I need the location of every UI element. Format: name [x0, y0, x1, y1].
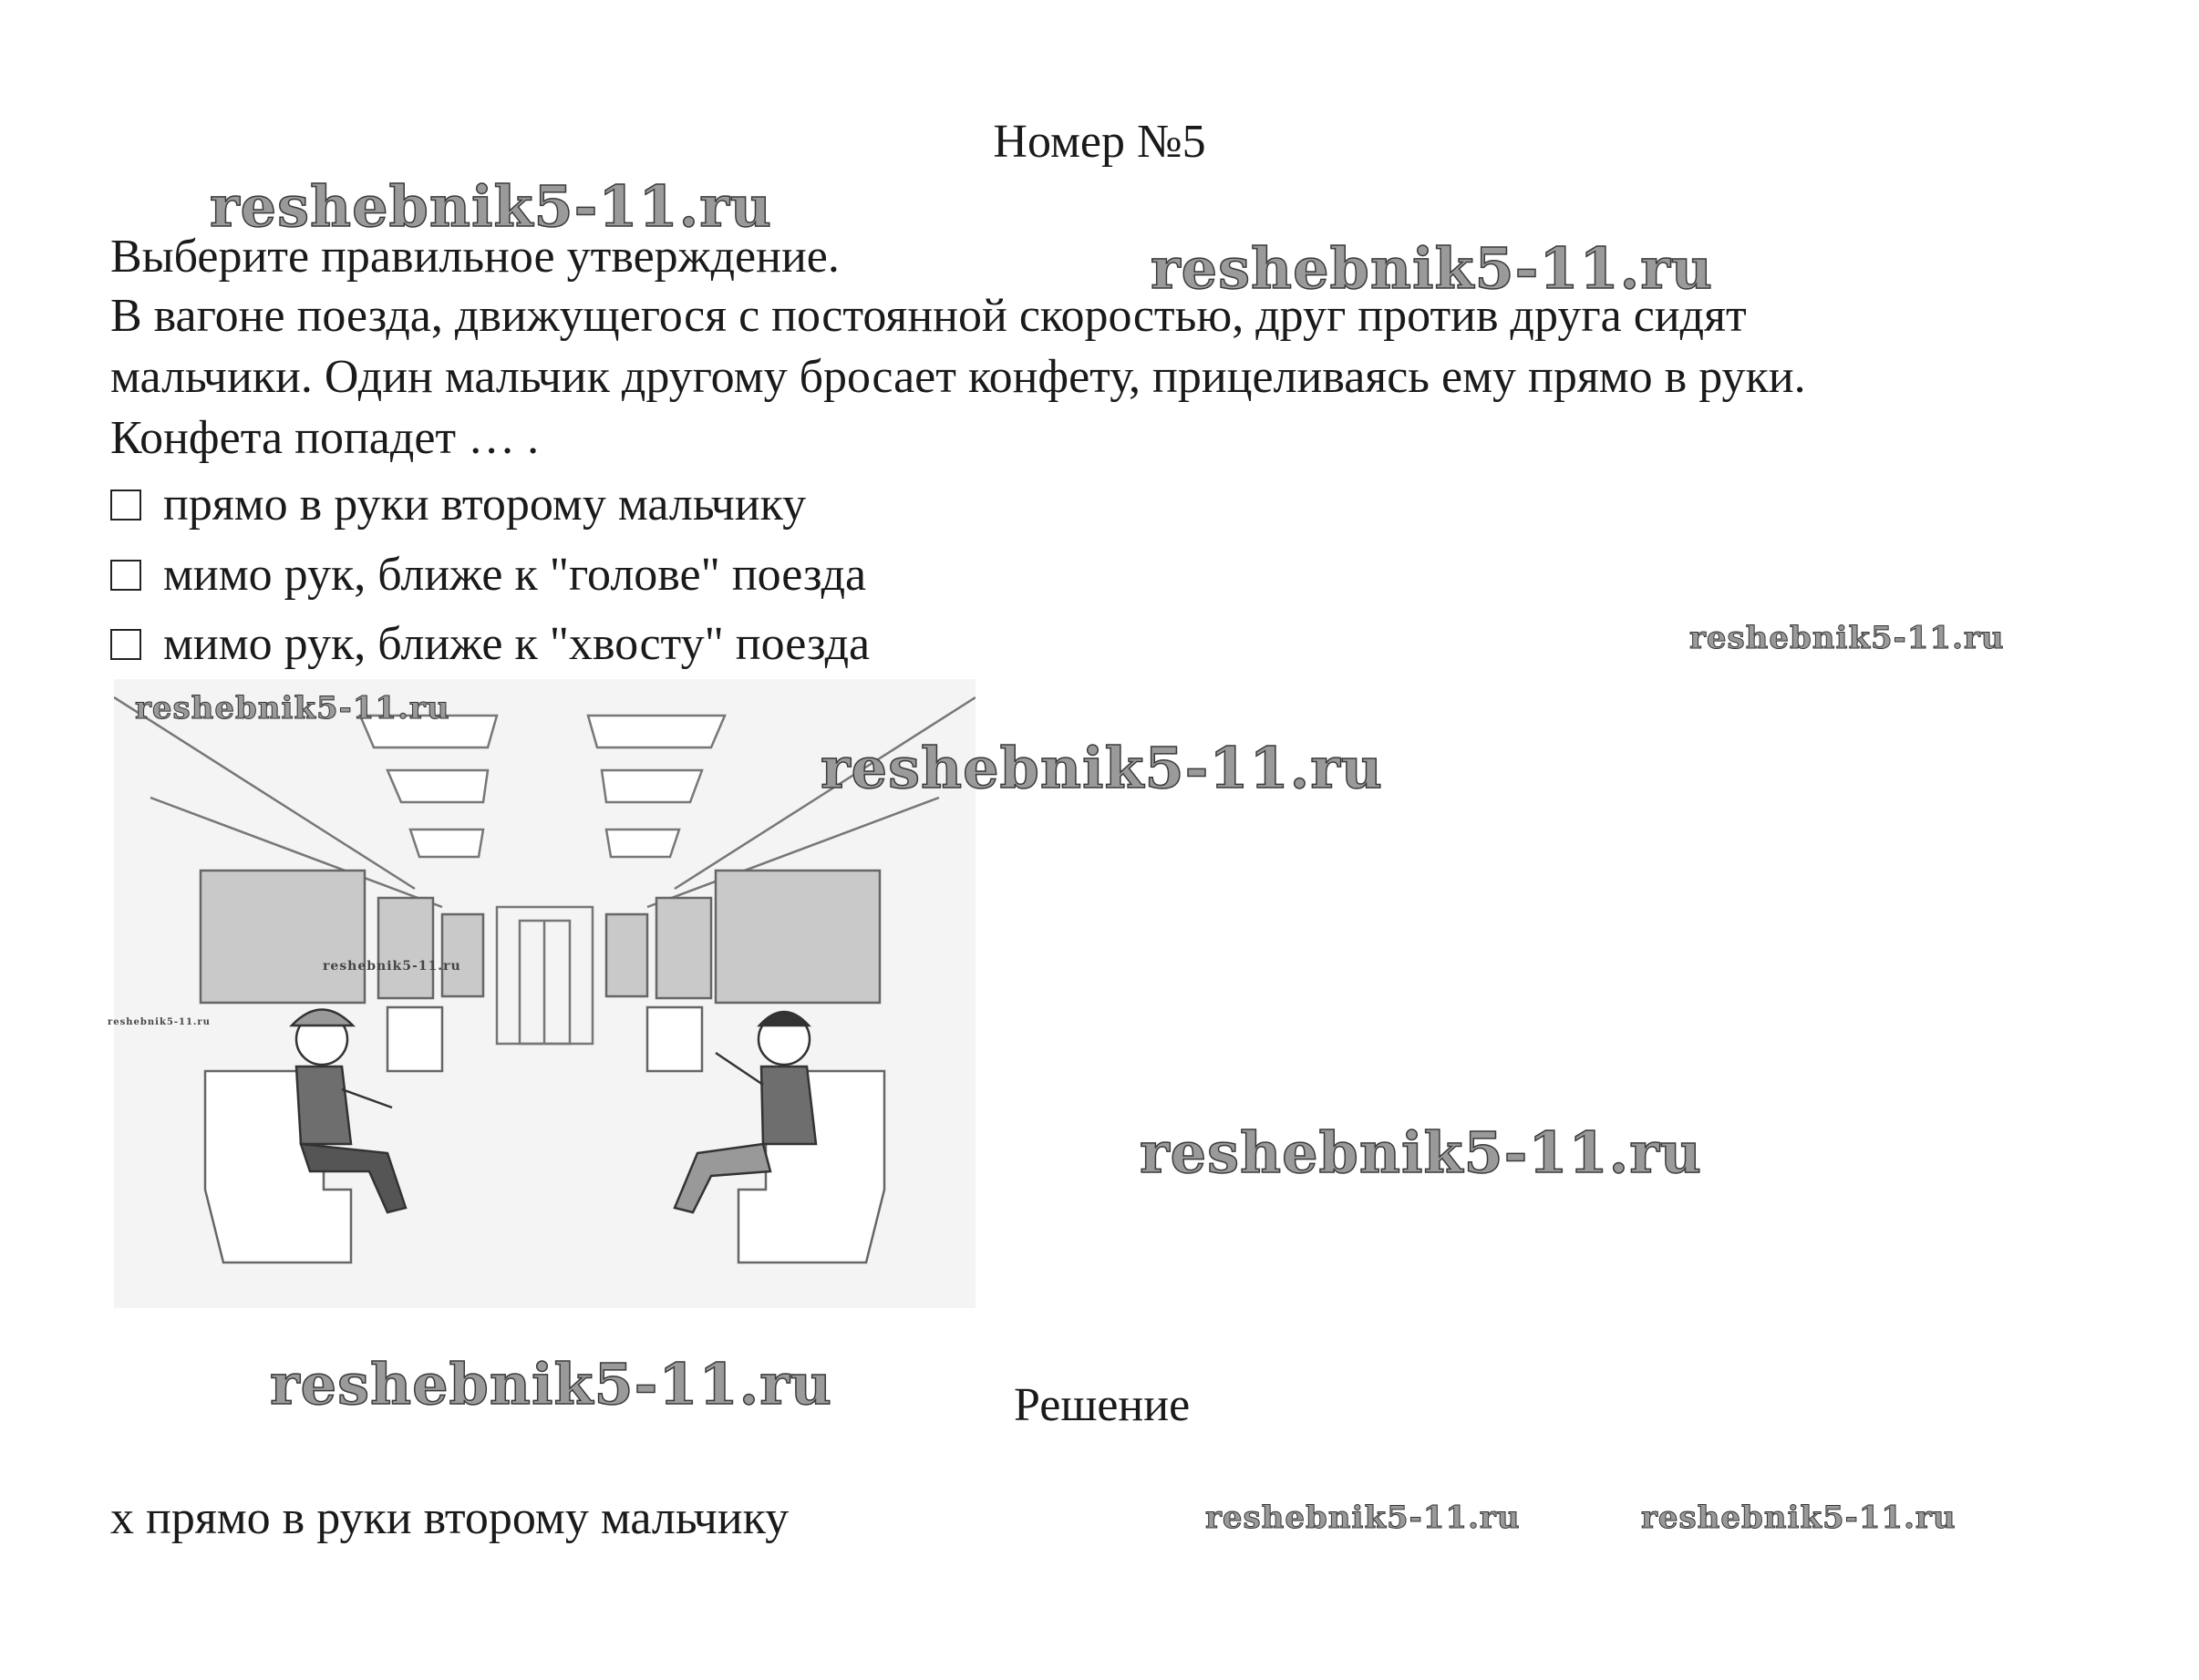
question-line-3: Конфета попадет … . [110, 412, 540, 464]
solution-heading: Решение [1014, 1379, 1191, 1431]
watermark: reshebnik5-11.ru [323, 959, 461, 974]
checkbox-option-2[interactable] [110, 560, 141, 591]
watermark: reshebnik5-11.ru [1205, 1500, 1521, 1536]
watermark: reshebnik5-11.ru [108, 1017, 211, 1027]
option-1-label: прямо в руки второму мальчику [163, 479, 807, 531]
option-2[interactable] [110, 544, 866, 606]
question-line-1: В вагоне поезда, движущегося с постоянной скоростью, друг против друга сидят [110, 290, 1747, 342]
watermark: reshebnik5-11.ru [821, 735, 1383, 801]
watermark: reshebnik5-11.ru [1641, 1500, 1956, 1536]
watermark: reshebnik5-11.ru [270, 1351, 832, 1417]
watermark: reshebnik5-11.ru [1140, 1119, 1702, 1186]
watermark: reshebnik5-11.ru [1689, 620, 2005, 656]
page-title: Номер №5 [993, 116, 1206, 168]
option-1[interactable] [110, 474, 806, 536]
option-3[interactable] [110, 613, 870, 675]
watermark: reshebnik5-11.ru [1151, 235, 1713, 302]
instruction-text: Выберите правильное утверждение. [110, 231, 840, 283]
option-2-label: мимо рук, ближе к "голове" поезда [163, 549, 867, 601]
checkbox-option-1[interactable] [110, 490, 141, 520]
question-line-2: мальчики. Один мальчик другому бросает конфету, прицеливаясь ему прямо в руки. [110, 351, 1806, 403]
watermark: reshebnik5-11.ru [135, 690, 450, 727]
checkbox-option-3[interactable] [110, 629, 141, 660]
option-3-label: мимо рук, ближе к "хвосту" поезда [163, 618, 871, 670]
watermark: reshebnik5-11.ru [210, 173, 772, 240]
answer-text: x прямо в руки второму мальчику [110, 1492, 790, 1544]
